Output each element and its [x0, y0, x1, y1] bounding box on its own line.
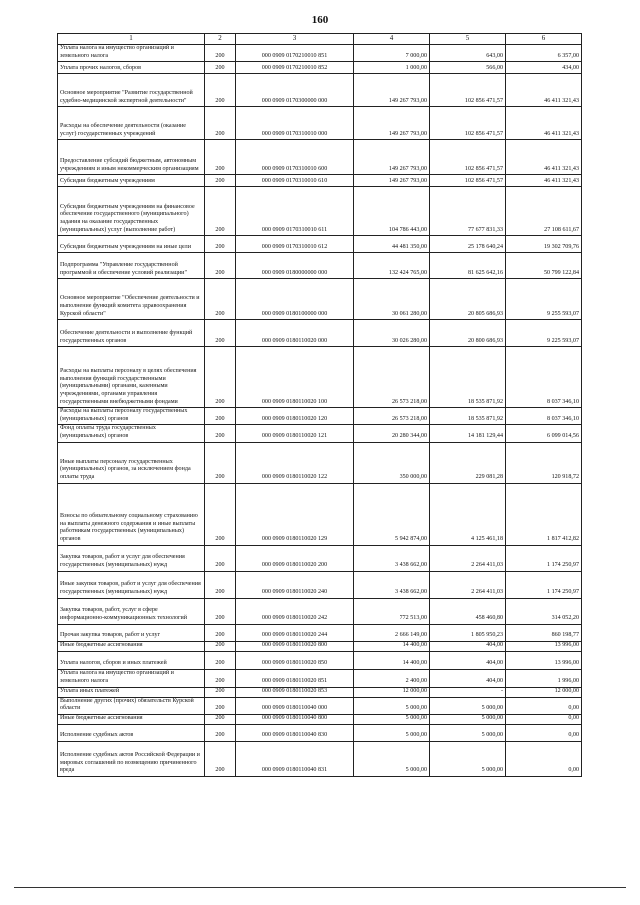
- row-executed-cell: 229 081,28: [430, 442, 506, 483]
- row-kbk-cell: 000 0909 0170310010 612: [236, 236, 354, 253]
- row-kbk-cell: 000 0909 0180110020 129: [236, 483, 354, 545]
- row-code-cell: 200: [205, 651, 236, 669]
- row-unexecuted-cell: 13 996,00: [506, 641, 582, 651]
- row-approved-cell: 772 513,00: [354, 598, 430, 624]
- row-approved-cell: 26 573 218,00: [354, 408, 430, 425]
- row-approved-cell: 44 481 350,00: [354, 236, 430, 253]
- row-code-cell: 200: [205, 140, 236, 175]
- row-code-cell: 200: [205, 408, 236, 425]
- table-row: [58, 687, 582, 697]
- table-row: [58, 107, 582, 140]
- row-unexecuted-cell: 1 817 412,82: [506, 483, 582, 545]
- row-approved-cell: 149 267 793,00: [354, 140, 430, 175]
- column-header: 1: [58, 34, 205, 45]
- row-name-cell: Закупка товаров, работ, услуг в сфере информационно-коммуникационных технологий: [58, 598, 205, 624]
- row-approved-cell: 5 000,00: [354, 741, 430, 776]
- row-name-cell: Уплата налога на имущество организаций и земельного налога: [58, 45, 205, 62]
- row-code-cell: 200: [205, 687, 236, 697]
- row-unexecuted-cell: 50 799 122,84: [506, 253, 582, 279]
- row-unexecuted-cell: 6 357,00: [506, 45, 582, 62]
- row-executed-cell: 1 805 950,23: [430, 624, 506, 641]
- row-approved-cell: 30 026 280,00: [354, 320, 430, 347]
- table-row: [58, 425, 582, 442]
- row-code-cell: 200: [205, 545, 236, 571]
- column-header: 5: [430, 34, 506, 45]
- row-unexecuted-cell: 314 052,20: [506, 598, 582, 624]
- row-executed-cell: 566,00: [430, 62, 506, 74]
- row-unexecuted-cell: 1 174 250,97: [506, 545, 582, 571]
- row-name-cell: Иные бюджетные ассигнования: [58, 714, 205, 724]
- table-row: [58, 62, 582, 74]
- row-code-cell: 200: [205, 320, 236, 347]
- row-executed-cell: 81 625 642,16: [430, 253, 506, 279]
- row-approved-cell: 149 267 793,00: [354, 175, 430, 187]
- row-unexecuted-cell: 860 198,77: [506, 624, 582, 641]
- row-approved-cell: 5 000,00: [354, 697, 430, 714]
- row-unexecuted-cell: 1 996,00: [506, 669, 582, 687]
- row-kbk-cell: 000 0909 0180110020 850: [236, 651, 354, 669]
- table-row: [58, 714, 582, 724]
- row-code-cell: 200: [205, 347, 236, 408]
- row-executed-cell: 102 856 471,57: [430, 175, 506, 187]
- table-row: [58, 45, 582, 62]
- row-kbk-cell: 000 0909 0180110040 830: [236, 724, 354, 741]
- table-row: [58, 442, 582, 483]
- row-name-cell: Расходы на выплаты персоналу в целях обеспечения выполнения функций государственными (муниципальными) органами, казенными учреждениями, органами управления государственными внебюджетными фондами: [58, 347, 205, 408]
- row-approved-cell: 5 000,00: [354, 724, 430, 741]
- row-executed-cell: 5 000,00: [430, 741, 506, 776]
- row-approved-cell: 12 000,00: [354, 687, 430, 697]
- table-row: [58, 236, 582, 253]
- row-executed-cell: 5 000,00: [430, 714, 506, 724]
- row-approved-cell: 26 573 218,00: [354, 347, 430, 408]
- row-unexecuted-cell: 0,00: [506, 714, 582, 724]
- row-executed-cell: 4 125 461,18: [430, 483, 506, 545]
- row-code-cell: 200: [205, 236, 236, 253]
- row-executed-cell: 14 181 129,44: [430, 425, 506, 442]
- row-executed-cell: 2 264 411,03: [430, 545, 506, 571]
- row-unexecuted-cell: 6 099 014,56: [506, 425, 582, 442]
- table-row: [58, 253, 582, 279]
- row-kbk-cell: 000 0909 0180110040 000: [236, 697, 354, 714]
- row-kbk-cell: 000 0909 0170310010 611: [236, 187, 354, 236]
- table-row: [58, 697, 582, 714]
- row-code-cell: 200: [205, 598, 236, 624]
- row-unexecuted-cell: 19 302 709,76: [506, 236, 582, 253]
- row-kbk-cell: 000 0909 0180110020 100: [236, 347, 354, 408]
- row-code-cell: 200: [205, 741, 236, 776]
- row-executed-cell: 25 178 640,24: [430, 236, 506, 253]
- row-executed-cell: 20 800 686,93: [430, 320, 506, 347]
- row-code-cell: 200: [205, 714, 236, 724]
- row-kbk-cell: 000 0909 0180110020 121: [236, 425, 354, 442]
- row-name-cell: Иные закупки товаров, работ и услуг для обеспечения государственных (муниципальных) нужд: [58, 571, 205, 598]
- row-executed-cell: 77 677 831,33: [430, 187, 506, 236]
- row-unexecuted-cell: 12 000,00: [506, 687, 582, 697]
- row-executed-cell: 5 000,00: [430, 724, 506, 741]
- page-number: 160: [311, 14, 329, 26]
- row-approved-cell: 5 942 874,00: [354, 483, 430, 545]
- row-unexecuted-cell: 1 174 250,97: [506, 571, 582, 598]
- row-approved-cell: 350 000,00: [354, 442, 430, 483]
- table-row: [58, 598, 582, 624]
- row-unexecuted-cell: 9 225 593,07: [506, 320, 582, 347]
- row-executed-cell: 18 535 871,92: [430, 408, 506, 425]
- row-kbk-cell: 000 0909 0180110020 242: [236, 598, 354, 624]
- row-approved-cell: 2 666 149,00: [354, 624, 430, 641]
- row-kbk-cell: 000 0909 0180110020 240: [236, 571, 354, 598]
- row-approved-cell: 7 000,00: [354, 45, 430, 62]
- row-name-cell: Уплата иных платежей: [58, 687, 205, 697]
- row-unexecuted-cell: 46 411 321,43: [506, 140, 582, 175]
- column-header: 3: [236, 34, 354, 45]
- table-row: [58, 669, 582, 687]
- table-row: [58, 175, 582, 187]
- row-name-cell: Обеспечение деятельности и выполнение функций государственных органов: [58, 320, 205, 347]
- row-unexecuted-cell: 13 996,00: [506, 651, 582, 669]
- page-bottom-rule: [14, 887, 626, 888]
- row-executed-cell: 20 805 686,93: [430, 279, 506, 320]
- table-row: [58, 187, 582, 236]
- row-name-cell: Иные бюджетные ассигнования: [58, 641, 205, 651]
- row-kbk-cell: 000 0909 0180110020 244: [236, 624, 354, 641]
- row-approved-cell: 149 267 793,00: [354, 74, 430, 107]
- row-approved-cell: 104 786 443,00: [354, 187, 430, 236]
- row-approved-cell: 1 000,00: [354, 62, 430, 74]
- row-name-cell: Иные выплаты персоналу государственных (муниципальных) органов, за исключением фонда оплаты труда: [58, 442, 205, 483]
- row-name-cell: Расходы на выплаты персоналу государственных (муниципальных) органов: [58, 408, 205, 425]
- table-row: [58, 408, 582, 425]
- row-name-cell: Предоставление субсидий бюджетным, автономным учреждениям и иным некоммерческим организациям: [58, 140, 205, 175]
- row-name-cell: Уплата налога на имущество организаций и земельного налога: [58, 669, 205, 687]
- row-code-cell: 200: [205, 669, 236, 687]
- row-name-cell: Основное мероприятие "Обеспечение деятельности и выполнение функций комитета здравоохранения Курской области": [58, 279, 205, 320]
- row-code-cell: 200: [205, 697, 236, 714]
- table-row: [58, 140, 582, 175]
- table-row: [58, 74, 582, 107]
- row-unexecuted-cell: 120 918,72: [506, 442, 582, 483]
- column-header: 4: [354, 34, 430, 45]
- row-code-cell: 200: [205, 641, 236, 651]
- row-code-cell: 200: [205, 62, 236, 74]
- row-unexecuted-cell: 434,00: [506, 62, 582, 74]
- row-unexecuted-cell: 0,00: [506, 697, 582, 714]
- row-name-cell: Исполнение судебных актов: [58, 724, 205, 741]
- row-executed-cell: 404,00: [430, 651, 506, 669]
- row-approved-cell: 14 400,00: [354, 641, 430, 651]
- table-row: [58, 741, 582, 776]
- table-row: [58, 624, 582, 641]
- row-executed-cell: 404,00: [430, 641, 506, 651]
- row-name-cell: Уплата налогов, сборов и иных платежей: [58, 651, 205, 669]
- row-name-cell: Субсидии бюджетным учреждениям: [58, 175, 205, 187]
- row-kbk-cell: 000 0909 0180000000 000: [236, 253, 354, 279]
- row-approved-cell: 132 424 765,00: [354, 253, 430, 279]
- table-row: [58, 571, 582, 598]
- row-unexecuted-cell: 27 108 611,67: [506, 187, 582, 236]
- row-code-cell: 200: [205, 107, 236, 140]
- row-unexecuted-cell: 46 411 321,43: [506, 175, 582, 187]
- row-executed-cell: 458 460,80: [430, 598, 506, 624]
- table-row: [58, 651, 582, 669]
- row-name-cell: Основное мероприятие "Развитие государственной судебно-медицинской экспертной деятельности": [58, 74, 205, 107]
- row-approved-cell: 30 061 280,00: [354, 279, 430, 320]
- row-code-cell: 200: [205, 483, 236, 545]
- table-row: [58, 279, 582, 320]
- row-name-cell: Исполнение судебных актов Российской Федерации и мировых соглашений по возмещению причиненного вреда: [58, 741, 205, 776]
- row-name-cell: Взносы по обязательному социальному страхованию на выплаты денежного содержания и иные выплаты работникам государственных (муниципальных) органов: [58, 483, 205, 545]
- row-kbk-cell: 000 0909 0170210010 852: [236, 62, 354, 74]
- row-unexecuted-cell: 46 411 321,43: [506, 74, 582, 107]
- row-kbk-cell: 000 0909 0180110040 800: [236, 714, 354, 724]
- row-code-cell: 200: [205, 45, 236, 62]
- row-code-cell: 200: [205, 624, 236, 641]
- row-code-cell: 200: [205, 442, 236, 483]
- row-approved-cell: 149 267 793,00: [354, 107, 430, 140]
- row-kbk-cell: 000 0909 0170310010 610: [236, 175, 354, 187]
- row-name-cell: Прочая закупка товаров, работ и услуг: [58, 624, 205, 641]
- row-name-cell: Выполнение других (прочих) обязательств Курской области: [58, 697, 205, 714]
- table-row: [58, 320, 582, 347]
- row-executed-cell: 18 535 871,92: [430, 347, 506, 408]
- row-unexecuted-cell: 8 037 346,10: [506, 347, 582, 408]
- table-row: [58, 545, 582, 571]
- row-executed-cell: 643,00: [430, 45, 506, 62]
- row-executed-cell: 102 856 471,57: [430, 107, 506, 140]
- row-executed-cell: 404,00: [430, 669, 506, 687]
- row-kbk-cell: 000 0909 0170310010 000: [236, 107, 354, 140]
- row-kbk-cell: 000 0909 0180110020 200: [236, 545, 354, 571]
- row-unexecuted-cell: 9 255 593,07: [506, 279, 582, 320]
- row-kbk-cell: 000 0909 0180110040 831: [236, 741, 354, 776]
- row-name-cell: Уплата прочих налогов, сборов: [58, 62, 205, 74]
- budget-execution-table: [57, 33, 582, 777]
- row-kbk-cell: 000 0909 0180100000 000: [236, 279, 354, 320]
- row-code-cell: 200: [205, 74, 236, 107]
- row-unexecuted-cell: 0,00: [506, 724, 582, 741]
- row-name-cell: Субсидии бюджетным учреждениям на иные цели: [58, 236, 205, 253]
- row-name-cell: Фонд оплаты труда государственных (муниципальных) органов: [58, 425, 205, 442]
- column-header: 6: [506, 34, 582, 45]
- row-name-cell: Закупка товаров, работ и услуг для обеспечения государственных (муниципальных) нужд: [58, 545, 205, 571]
- row-kbk-cell: 000 0909 0170310010 600: [236, 140, 354, 175]
- row-code-cell: 200: [205, 253, 236, 279]
- row-name-cell: Субсидии бюджетным учреждениям на финансовое обеспечение государственного (муниципального) задания на оказание государственных (муниципальных) услуг (выполнение работ): [58, 187, 205, 236]
- row-executed-cell: 5 000,00: [430, 697, 506, 714]
- table-row: [58, 641, 582, 651]
- row-name-cell: Расходы на обеспечение деятельности (оказание услуг) государственных учреждений: [58, 107, 205, 140]
- row-executed-cell: 2 264 411,03: [430, 571, 506, 598]
- row-unexecuted-cell: 8 037 346,10: [506, 408, 582, 425]
- row-code-cell: 200: [205, 571, 236, 598]
- row-executed-cell: -: [430, 687, 506, 697]
- table-row: [58, 347, 582, 408]
- row-executed-cell: 102 856 471,57: [430, 74, 506, 107]
- row-executed-cell: 102 856 471,57: [430, 140, 506, 175]
- row-kbk-cell: 000 0909 0180110020 000: [236, 320, 354, 347]
- row-name-cell: Подпрограмма "Управление государственной программой и обеспечение условий реализации": [58, 253, 205, 279]
- row-kbk-cell: 000 0909 0180110020 120: [236, 408, 354, 425]
- row-approved-cell: 2 400,00: [354, 669, 430, 687]
- row-kbk-cell: 000 0909 0170210010 851: [236, 45, 354, 62]
- row-kbk-cell: 000 0909 0180110020 800: [236, 641, 354, 651]
- row-unexecuted-cell: 0,00: [506, 741, 582, 776]
- column-header: 2: [205, 34, 236, 45]
- row-code-cell: 200: [205, 724, 236, 741]
- row-approved-cell: 3 438 662,00: [354, 545, 430, 571]
- row-kbk-cell: 000 0909 0180110020 853: [236, 687, 354, 697]
- row-code-cell: 200: [205, 187, 236, 236]
- table-row: [58, 483, 582, 545]
- row-code-cell: 200: [205, 279, 236, 320]
- row-kbk-cell: 000 0909 0170300000 000: [236, 74, 354, 107]
- table-row: [58, 724, 582, 741]
- row-approved-cell: 3 438 662,00: [354, 571, 430, 598]
- row-approved-cell: 14 400,00: [354, 651, 430, 669]
- row-approved-cell: 20 280 344,00: [354, 425, 430, 442]
- row-code-cell: 200: [205, 175, 236, 187]
- row-unexecuted-cell: 46 411 321,43: [506, 107, 582, 140]
- row-kbk-cell: 000 0909 0180110020 851: [236, 669, 354, 687]
- row-kbk-cell: 000 0909 0180110020 122: [236, 442, 354, 483]
- column-number-row: [58, 34, 582, 45]
- row-code-cell: 200: [205, 425, 236, 442]
- row-approved-cell: 5 000,00: [354, 714, 430, 724]
